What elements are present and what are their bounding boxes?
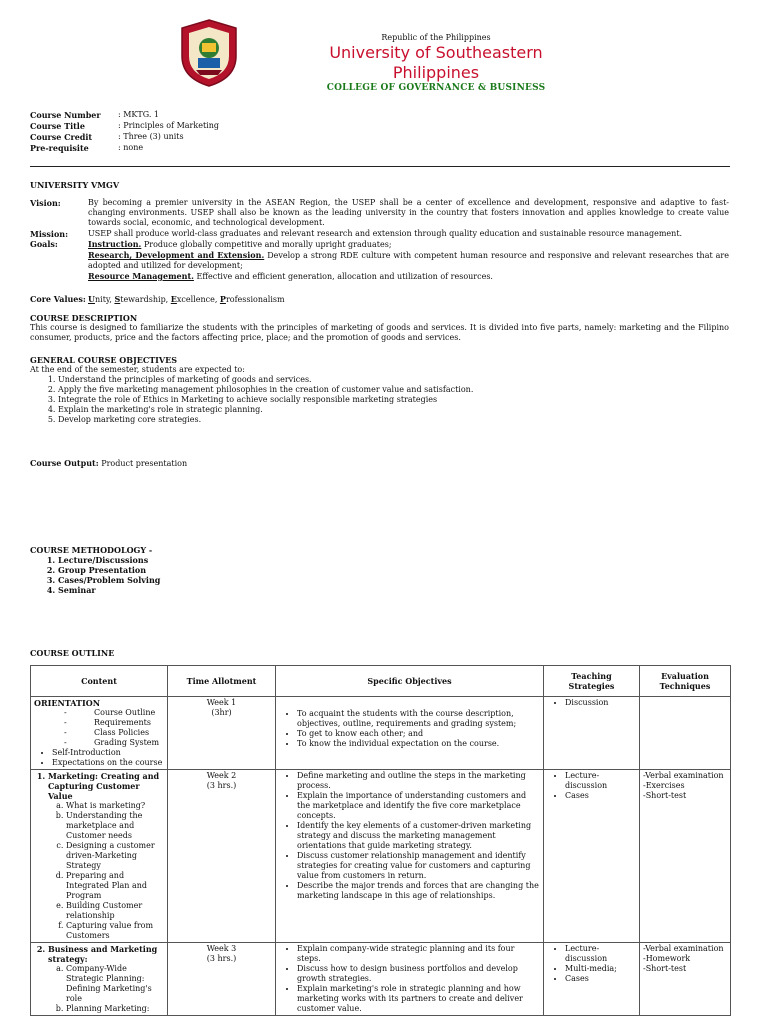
outline-objectives-cell — [276, 770, 544, 943]
outline-content-title — [48, 944, 164, 1014]
goal-item — [88, 271, 729, 282]
outline-time-cell — [168, 697, 276, 770]
course-outline-table — [30, 665, 731, 1016]
outline-content-subitem: f. Capturing value from Customers — [66, 921, 164, 941]
methodology-title: COURSE METHODOLOGY - — [30, 545, 153, 555]
outline-strategy-item: • Discussion — [565, 698, 636, 708]
outline-time-line: (3 hrs.) — [206, 954, 237, 963]
outline-content-title — [48, 771, 164, 941]
core-value-rest: rofessionalism — [225, 295, 285, 304]
outline-row — [31, 770, 731, 943]
outline-objective-item: • Explain marketing's role in strategic planning and how marketing works with its partners to create and deliver customer value. — [297, 984, 540, 1014]
course-info-key: Pre-requisite — [30, 143, 89, 153]
outline-content-cell — [31, 697, 168, 770]
outline-time-line: Week 1 — [206, 698, 237, 707]
outline-evaluation-item: -Homework — [643, 954, 691, 963]
core-value-initial: E — [170, 294, 177, 304]
outline-evaluation-item: -Short-test — [643, 964, 687, 973]
university-name-line1: University of Southeastern — [329, 43, 543, 62]
goal-item — [88, 239, 729, 250]
course-info-value: : MKTG. 1 — [118, 110, 160, 119]
mission-label: Mission: — [30, 229, 69, 239]
core-value-rest: tewardship, — [120, 295, 171, 304]
outline-evaluation-item: -Exercises — [643, 781, 685, 790]
university-name — [0, 43, 768, 83]
outline-objectives-cell — [276, 697, 544, 770]
outline-content-subitem: a. What is marketing? — [66, 801, 164, 811]
outline-evaluation-cell — [640, 943, 731, 1016]
outline-objective-item: • To know the individual expectation on the course. — [297, 739, 540, 749]
core-value-initial: S — [114, 294, 121, 304]
outline-content-subitem: b. Understanding the marketplace and Customer needs — [66, 811, 164, 841]
outline-content-cell — [31, 770, 168, 943]
header-divider — [30, 166, 730, 167]
outline-objective-item: • Identify the key elements of a customer-driven marketing strategy and discuss the marketing management orientations that guide marketing strategy. — [297, 821, 540, 851]
outline-time-line: Week 3 — [206, 944, 237, 953]
core-values-label: Core Values: — [30, 294, 86, 304]
outline-content-title-text: Marketing: Creating and Capturing Customer Value — [48, 771, 160, 801]
objective-item: 4. Explain the marketing's role in strategic planning. — [58, 405, 473, 415]
outline-content-dash-item: - Course Outline — [64, 708, 164, 718]
objectives-list — [44, 375, 473, 425]
outline-strategy-item: • Cases — [565, 974, 636, 984]
methodology-item: 3. Cases/Problem Solving — [58, 575, 160, 585]
core-value-rest: nity, — [94, 295, 115, 304]
outline-content-sublist — [48, 801, 164, 941]
outline-evaluation-cell — [640, 697, 731, 770]
vision-text: By becoming a premier university in the ASEAN Region, the USEP shall be a center of excellence and development, responsive and adaptive to fast-changing environments. USEP shall also be known as the leading university in the country that fosters innovation and applies knowledge to create value towards social, economic, and technological development. — [88, 198, 729, 227]
core-value-rest: xcellence, — [176, 295, 220, 304]
outline-content-numbered — [34, 771, 164, 941]
outline-time-line: Week 2 — [206, 771, 237, 780]
outline-strategy-item: • Multi-media; — [565, 964, 636, 974]
course-output — [30, 458, 187, 469]
outline-content-cell — [31, 943, 168, 1016]
course-info-value: : Principles of Marketing — [118, 121, 219, 130]
outline-strategies-cell — [544, 697, 640, 770]
outline-strategy-item: • Lecture-discussion — [565, 771, 636, 791]
core-values — [88, 294, 285, 305]
outline-content-subitem: b. Planning Marketing: — [66, 1004, 164, 1014]
outline-content-title: ORIENTATION — [34, 698, 101, 708]
goals-label: Goals: — [30, 239, 58, 249]
vmgv-title: UNIVERSITY VMGV — [30, 180, 120, 190]
outline-content-dash-item: - Grading System — [64, 738, 164, 748]
outline-evaluation-item: -Short-test — [643, 791, 687, 800]
objectives-intro: At the end of the semester, students are expected to: — [30, 365, 245, 374]
outline-time-cell — [168, 770, 276, 943]
outline-objective-item: • To acquaint the students with the course description, objectives, outline, requirements and grading system; — [297, 709, 540, 729]
outline-objective-item: • Define marketing and outline the steps in the marketing process. — [297, 771, 540, 791]
course-info-key: Course Credit — [30, 132, 93, 142]
outline-objectives-list — [279, 944, 540, 1014]
header-teaching-strategies: Teaching Strategies — [544, 666, 640, 697]
outline-content-dash-item: - Requirements — [64, 718, 164, 728]
outline-strategy-item: • Cases — [565, 791, 636, 801]
outline-content-title-text: Business and Marketing strategy: — [48, 944, 158, 964]
outline-evaluation-cell — [640, 770, 731, 943]
methodology-item: 2. Group Presentation — [58, 565, 160, 575]
outline-header-row — [31, 666, 731, 697]
vision-label: Vision: — [30, 198, 61, 208]
outline-time-cell — [168, 943, 276, 1016]
objectives-title: GENERAL COURSE OBJECTIVES — [30, 355, 177, 365]
core-value-initial: U — [88, 294, 95, 304]
outline-content-numbered — [34, 944, 164, 1014]
university-name-line2: Philippines — [392, 63, 480, 82]
outline-strategies-cell — [544, 943, 640, 1016]
header-content: Content — [31, 666, 168, 697]
outline-content-bullet-item: • Self-Introduction — [52, 748, 164, 758]
outline-objectives-cell — [276, 943, 544, 1016]
outline-time-line: (3 hrs.) — [206, 781, 237, 790]
outline-content-bullet-item: • Expectations on the course — [52, 758, 164, 768]
outline-objective-item: • Explain the importance of understanding customers and the marketplace and identify the five core marketplace concepts. — [297, 791, 540, 821]
objective-item: 5. Develop marketing core strategies. — [58, 415, 473, 425]
outline-strategy-item: • Lecture-discussion — [565, 944, 636, 964]
outline-content-dash-item: - Class Policies — [64, 728, 164, 738]
goal-text: Produce globally competitive and morally upright graduates; — [141, 240, 392, 249]
outline-strategies-list — [547, 698, 636, 708]
header-evaluation-techniques: Evaluation Techniques — [640, 666, 731, 697]
outline-row — [31, 697, 731, 770]
header-specific-objectives: Specific Objectives — [276, 666, 544, 697]
core-value-initial: P — [219, 294, 226, 304]
outline-time-line: (3hr) — [211, 708, 232, 717]
goal-head: Resource Management. — [88, 271, 194, 281]
outline-objective-item: • To get to know each other; and — [297, 729, 540, 739]
outline-objective-item: • Describe the major trends and forces that are changing the marketing landscape in this age of relationships. — [297, 881, 540, 901]
outline-strategies-list — [547, 771, 636, 801]
course-description-text: This course is designed to familiarize the students with the principles of marketing of goods and services. It is divided into five parts, namely: marketing and the Filipino consumer, products, price and the factors affecting price, place; and the promotion of goods and services. — [30, 323, 729, 342]
outline-title: COURSE OUTLINE — [30, 648, 115, 658]
outline-objectives-list — [279, 709, 540, 749]
goal-head: Research, Development and Extension. — [88, 250, 265, 260]
course-info-key: Course Number — [30, 110, 101, 120]
course-description-title: COURSE DESCRIPTION — [30, 313, 138, 323]
outline-objective-item: • Discuss how to design business portfolios and develop growth strategies. — [297, 964, 540, 984]
course-output-label: Course Output: — [30, 458, 99, 468]
course-info-value: : none — [118, 143, 144, 152]
college-name: COLLEGE OF GOVERNANCE & BUSINESS — [326, 83, 546, 93]
outline-content-subitem: a. Company-Wide Strategic Planning: Defining Marketing's role — [66, 964, 164, 1004]
objective-item: 1. Understand the principles of marketing of goods and services. — [58, 375, 473, 385]
outline-strategies-list — [547, 944, 636, 984]
methodology-item: 1. Lecture/Discussions — [58, 555, 160, 565]
outline-content-subitem: c. Designing a customer driven-Marketing Strategy — [66, 841, 164, 871]
methodology-list — [44, 555, 160, 595]
outline-content-bullet-list — [34, 748, 164, 768]
outline-objective-item: • Explain company-wide strategic planning and its four steps. — [297, 944, 540, 964]
goals-list — [88, 239, 729, 282]
outline-objective-item: • Discuss customer relationship management and identify strategies for creating value for customers and capturing value from customers in return. — [297, 851, 540, 881]
goal-text: Effective and efficient generation, allocation and utilization of resources. — [193, 272, 493, 281]
outline-evaluation-item: -Verbal examination — [643, 771, 724, 780]
outline-content-sublist — [48, 964, 164, 1014]
outline-strategies-cell — [544, 770, 640, 943]
objective-item: 3. Integrate the role of Ethics in Marketing to achieve socially responsible marketing strategies — [58, 395, 473, 405]
outline-body — [31, 697, 731, 1016]
mission-text: USEP shall produce world-class graduates and relevant research and extension through quality education and sustainable resource management. — [88, 229, 683, 238]
header-time-allotment: Time Allotment — [168, 666, 276, 697]
course-output-value: Product presentation — [98, 459, 188, 468]
methodology-item: 4. Seminar — [58, 585, 160, 595]
objective-item: 2. Apply the five marketing management philosophies in the creation of customer value and satisfaction. — [58, 385, 473, 395]
outline-content-subitem: d. Preparing and Integrated Plan and Program — [66, 871, 164, 901]
course-info-value: : Three (3) units — [118, 132, 184, 141]
republic-line: Republic of the Philippines — [381, 33, 491, 42]
course-info-key: Course Title — [30, 121, 85, 131]
outline-evaluation-item: -Verbal examination — [643, 944, 724, 953]
goal-head: Instruction. — [88, 239, 142, 249]
outline-content-subitem: e. Building Customer relationship — [66, 901, 164, 921]
outline-row — [31, 943, 731, 1016]
goal-text: Develop a strong RDE culture with competent human resource and responsive and relevant researches that are adopted and utilized for development; — [88, 251, 729, 270]
outline-content-dash-list — [34, 708, 164, 748]
goal-item — [88, 250, 729, 271]
outline-objectives-list — [279, 771, 540, 901]
